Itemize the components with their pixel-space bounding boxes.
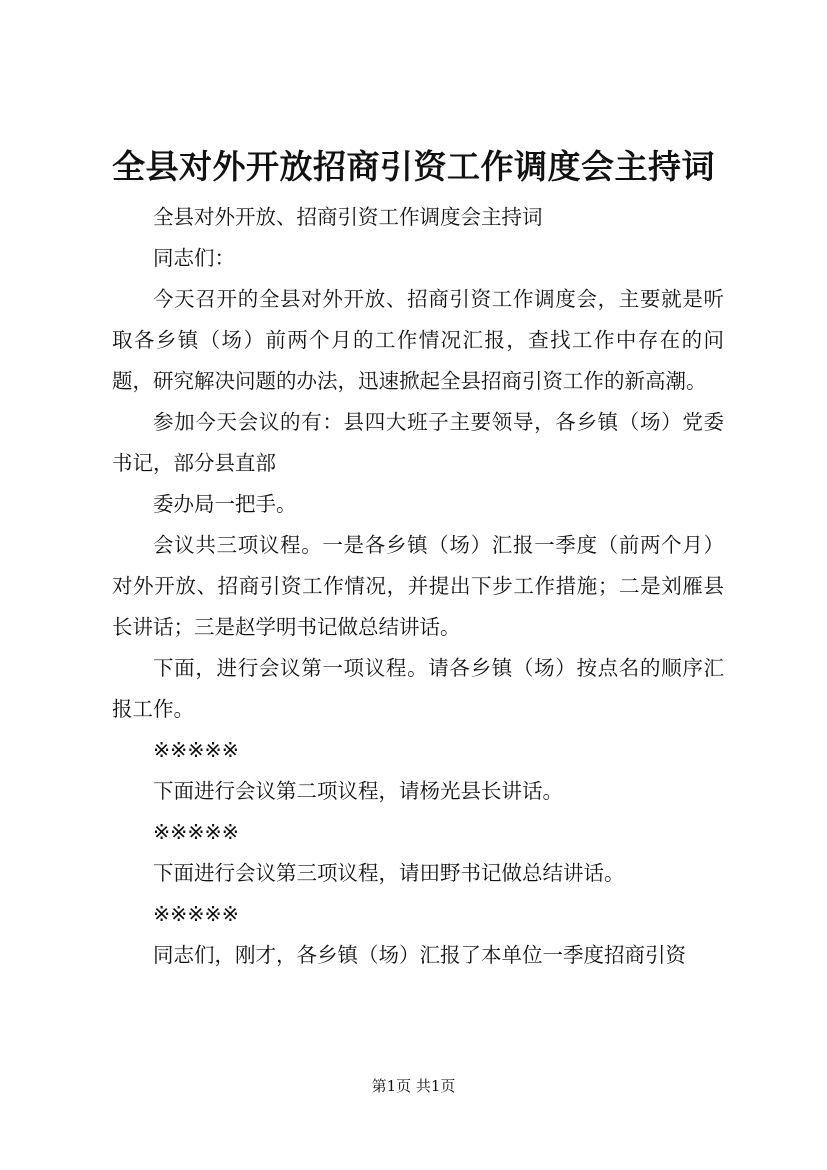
paragraph-agenda: 会议共三项议程。一是各乡镇（场）汇报一季度（前两个月）对外开放、招商引资工作情况，并提出下步工作措施；二是刘雁县长讲话；三是赵学明书记做总结讲话。 <box>112 533 724 639</box>
paragraph-agenda-item-three: 下面进行会议第三项议程，请田野书记做总结讲话。 <box>153 861 625 885</box>
paragraph-closing: 同志们，刚才，各乡镇（场）汇报了本单位一季度招商引资 <box>153 943 686 967</box>
document-body <box>112 197 724 976</box>
document-title: 全县对外开放招商引资工作调度会主持词 <box>112 147 715 186</box>
paragraph-subtitle: 全县对外开放、招商引资工作调度会主持词 <box>153 205 543 229</box>
paragraph-agenda-item-two: 下面进行会议第二项议程，请杨光县长讲话。 <box>153 779 563 803</box>
paragraph-agenda-item-one: 下面，进行会议第一项议程。请各乡镇（场）按点名的顺序汇报工作。 <box>112 656 724 721</box>
page-number-footer: 第1页 共1页 <box>371 1077 456 1095</box>
separator-marks: ※※※※※ <box>153 820 239 844</box>
paragraph-attendees: 参加今天会议的有：县四大班子主要领导，各乡镇（场）党委书记，部分县直部 <box>112 410 724 475</box>
paragraph-salutation: 同志们： <box>153 246 235 270</box>
separator-marks: ※※※※※ <box>153 738 239 762</box>
paragraph-attendees-continued: 委办局一把手。 <box>153 492 297 516</box>
paragraph-opening: 今天召开的全县对外开放、招商引资工作调度会，主要就是听取各乡镇（场）前两个月的工作情况汇报，查找工作中存在的问题，研究解决问题的办法，迅速掀起全县招商引资工作的新高潮。 <box>112 287 724 393</box>
separator-marks: ※※※※※ <box>153 902 239 926</box>
